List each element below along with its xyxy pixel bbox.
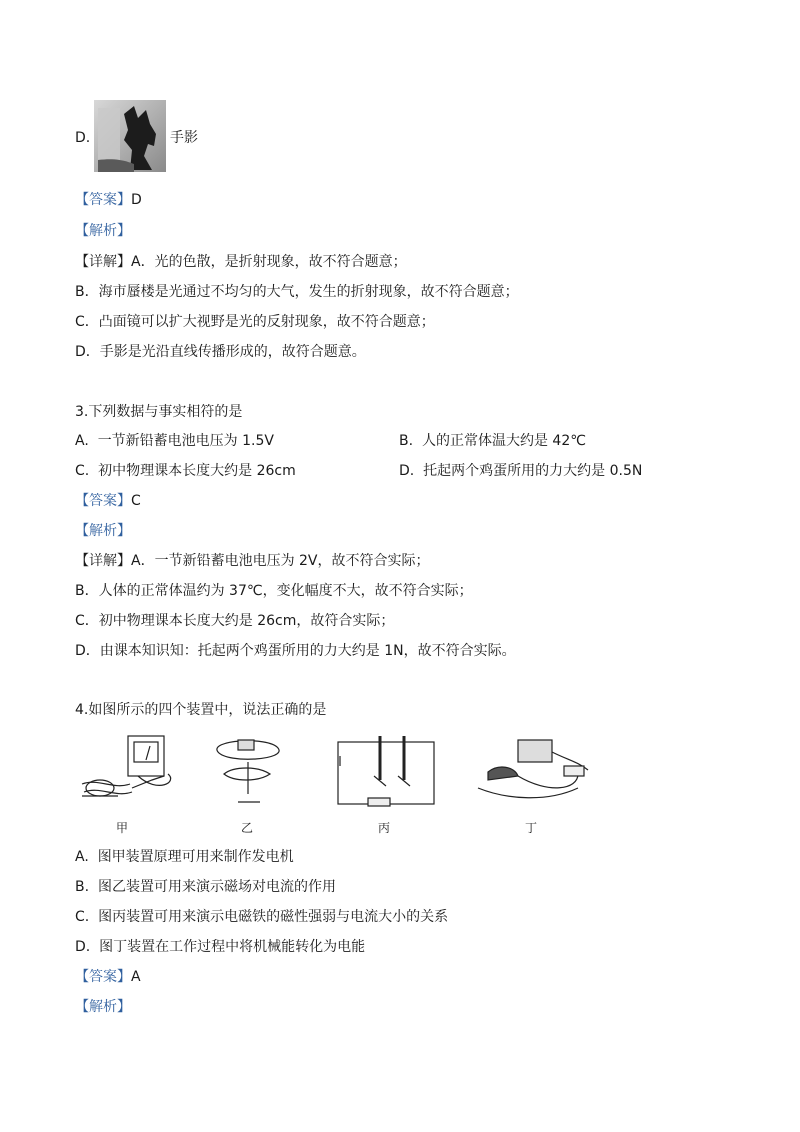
answer-label: 【答案】 (75, 493, 131, 509)
q4-option-b (75, 877, 336, 897)
q4-option-a (75, 847, 294, 867)
q4-answer (75, 967, 141, 987)
q3-detail-line: B．人体的正常体温约为 37℃，变化幅度不大，故不符合实际； (75, 583, 473, 599)
q3-option-a (75, 431, 274, 451)
q4-option-c (75, 907, 448, 927)
q3-answer (75, 491, 141, 511)
figure-label-jia: 甲 (116, 821, 129, 835)
option-text: 人的正常体温大约是 42℃ (421, 433, 586, 449)
figure-label-bing: 丙 (378, 821, 391, 835)
hand-shadow-image (94, 100, 166, 172)
answer-value: D (131, 192, 142, 208)
q4-stem (75, 700, 326, 720)
detail-label: 【详解】 (75, 254, 131, 270)
option-letter: A. (75, 433, 89, 449)
detail-text: A．光的色散，是折射现象，故不符合题意； (131, 254, 407, 270)
hand-shadow-illustration (94, 100, 166, 172)
answer-label: 【答案】 (75, 192, 131, 208)
option-text: 图丙装置可用来演示电磁铁的磁性强弱与电流大小的关系 (98, 909, 449, 925)
option-letter: D. (399, 463, 415, 479)
apparatus-figures (78, 730, 598, 840)
figure-label-ding: 丁 (525, 821, 538, 835)
option-letter: B. (75, 879, 90, 895)
q3-analysis-label: 【解析】 (75, 523, 131, 539)
option-letter: A. (75, 849, 89, 865)
option-text: 一节新铅蓄电池电压为 1.5V (97, 433, 274, 449)
option-text: 初中物理课本长度大约是 26cm (98, 463, 296, 479)
q2-detail-line: B．海市蜃楼是光通过不均匀的大气，发生的折射现象，故不符合题意； (75, 284, 519, 300)
answer-value: C (131, 493, 141, 509)
figure-label-yi: 乙 (241, 821, 254, 835)
option-letter: C. (75, 909, 90, 925)
q4-option-d (75, 937, 365, 957)
option-letter: D. (75, 939, 91, 955)
q2-detail-line (75, 252, 407, 272)
question-text: 如图所示的四个装置中，说法正确的是 (88, 702, 327, 718)
q2-option-d-text: 手影 (170, 130, 198, 146)
q2-option-d-letter: D. (75, 130, 91, 146)
q3-option-c (75, 461, 296, 481)
option-text: 图乙装置可用来演示磁场对电流的作用 (97, 879, 336, 895)
q4-analysis-label: 【解析】 (75, 999, 131, 1015)
question-number: 3. (75, 404, 89, 420)
detail-text: A．一节新铅蓄电池电压为 2V，故不符合实际； (131, 553, 430, 569)
question-text: 下列数据与事实相符的是 (88, 404, 243, 420)
q3-detail-line (75, 551, 430, 571)
answer-label: 【答案】 (75, 969, 131, 985)
q2-analysis-label: 【解析】 (75, 223, 131, 239)
option-text: 图甲装置原理可用来制作发电机 (97, 849, 294, 865)
q3-option-d (399, 461, 642, 481)
option-text: 托起两个鸡蛋所用的力大约是 0.5N (423, 463, 643, 479)
q4-figures (78, 730, 598, 840)
answer-value: A (131, 969, 141, 985)
option-letter: C. (75, 463, 90, 479)
option-text: 图丁装置在工作过程中将机械能转化为电能 (99, 939, 366, 955)
q2-detail-line: C．凸面镜可以扩大视野是光的反射现象，故不符合题意； (75, 314, 435, 330)
detail-label: 【详解】 (75, 553, 131, 569)
question-number: 4. (75, 702, 89, 718)
q3-detail-line: D．由课本知识知：托起两个鸡蛋所用的力大约是 1N，故不符合实际。 (75, 643, 516, 659)
option-letter: B. (399, 433, 414, 449)
q3-detail-line: C．初中物理课本长度大约是 26cm，故符合实际； (75, 613, 395, 629)
q3-option-b (399, 431, 586, 451)
q2-detail-line: D．手影是光沿直线传播形成的，故符合题意。 (75, 344, 366, 360)
q2-option-d (75, 128, 90, 148)
q2-answer (75, 190, 142, 210)
q3-stem (75, 402, 242, 422)
